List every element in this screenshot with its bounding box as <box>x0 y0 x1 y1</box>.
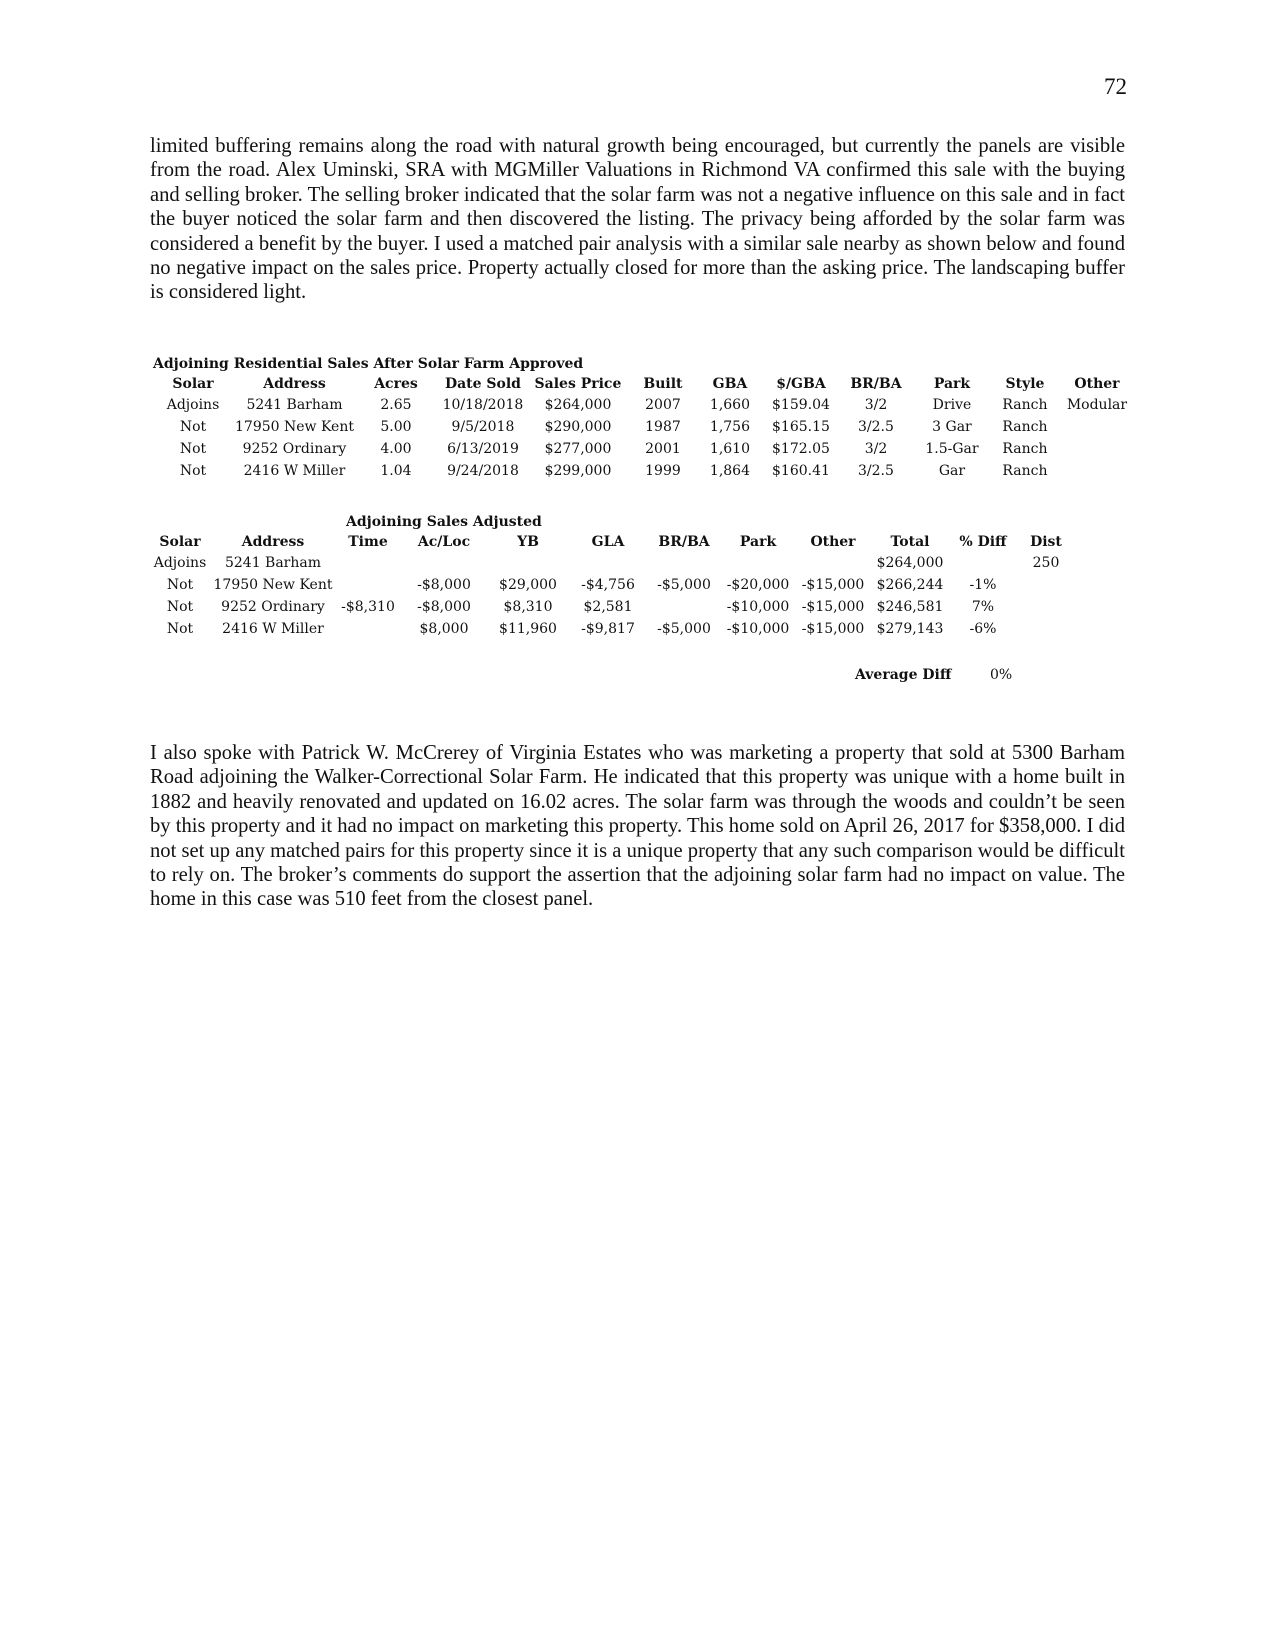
cell-percent-diff <box>948 552 1018 574</box>
cell-park: -$20,000 <box>726 577 790 593</box>
adjusted-table-block <box>148 514 1074 640</box>
header-sales-price: Sales Price <box>534 375 622 392</box>
header-br-ba: BR/BA <box>658 533 710 550</box>
cell-other: -$15,000 <box>801 599 865 615</box>
cell-gba: 1,864 <box>709 463 751 479</box>
cell-time <box>334 552 402 574</box>
cell-solar: Not <box>179 441 207 457</box>
body-paragraph-2: I also spoke with Patrick W. McCrerey of Virginia Estates who was marketing a property that sold at 5300 Barham Road adjoining the Walker-Correctional Solar Farm. He indicated that this property was unique with a home built in 1882 and heavily renovated and updated on 16.02 acres. The solar farm was through the woods and couldn’t be seen by this property and it had no impact on marketing this property. This home sold on April 26, 2017 for $358,000. I did not set up any matched pairs for this property since it is a unique property that any such comparison would be difficult to rely on. The broker’s comments do support the assertion that the adjoining solar farm had no impact on value. The home in this case was 510 feet from the closest panel. <box>150 742 1125 911</box>
cell-acres: 2.65 <box>380 397 412 413</box>
cell-park <box>722 552 794 574</box>
header-gla: GLA <box>591 533 625 550</box>
cell-address: 5241 Barham <box>224 555 322 571</box>
table-row <box>148 618 1074 640</box>
header-park: Park <box>739 533 777 550</box>
header-address: Address <box>263 375 326 392</box>
header-ac-loc: Ac/Loc <box>417 533 471 550</box>
table-row <box>151 438 1136 460</box>
cell-sales-price: $299,000 <box>544 463 612 479</box>
body-paragraph-1: limited buffering remains along the road with natural growth being encouraged, but currently the panels are visible from the road. Alex Uminski, SRA with MGMiller Valuations in Richmond VA confirmed this sale with the buying and selling broker. The selling broker indicated that the solar farm was not a negative influence on this sale and in fact the buyer noticed the solar farm and then discovered the listing. The privacy being afforded by the solar farm was considered a benefit by the buyer. I used a matched pair analysis with a similar sale nearby as shown below and found no negative impact on the sales price. Property actually closed for more than the asking price. The landscaping buffer is considered light. <box>150 135 1125 304</box>
table-row <box>151 460 1136 482</box>
cell-percent-diff: -1% <box>969 577 997 593</box>
cell-other: -$15,000 <box>801 577 865 593</box>
cell-sales-price: $264,000 <box>544 397 612 413</box>
sales-table-header-row <box>151 373 1136 394</box>
cell-solar: Adjoins <box>166 397 220 413</box>
cell-park: Gar <box>938 463 966 479</box>
header-price-per-gba: $/GBA <box>776 375 826 392</box>
cell-park: -$10,000 <box>726 621 790 637</box>
table-row <box>148 552 1074 574</box>
table-row <box>148 596 1074 618</box>
cell-dist <box>1018 618 1074 640</box>
cell-date-sold: 6/13/2019 <box>447 441 519 457</box>
cell-other <box>1058 438 1136 460</box>
cell-built: 2007 <box>645 397 681 413</box>
cell-yb <box>486 552 570 574</box>
header-dist: Dist <box>1030 533 1062 550</box>
header-built: Built <box>643 375 683 392</box>
cell-time <box>334 574 402 596</box>
cell-park: -$10,000 <box>726 599 790 615</box>
header-style: Style <box>1005 375 1045 392</box>
cell-br-ba <box>646 552 722 574</box>
cell-date-sold: 9/24/2018 <box>447 463 519 479</box>
cell-time: -$8,310 <box>341 599 395 615</box>
cell-br-ba: 3/2 <box>864 397 888 413</box>
cell-gla: -$4,756 <box>581 577 635 593</box>
cell-price-per-gba: $172.05 <box>772 441 830 457</box>
cell-percent-diff: 7% <box>971 599 995 615</box>
average-diff-value: 0% <box>990 667 1013 683</box>
cell-other <box>794 552 872 574</box>
cell-built: 1987 <box>645 419 681 435</box>
cell-ac-loc: -$8,000 <box>417 599 471 615</box>
cell-park: 1.5-Gar <box>925 441 979 457</box>
header-other: Other <box>810 533 856 550</box>
cell-other <box>1058 416 1136 438</box>
cell-address: 2416 W Miller <box>243 463 346 479</box>
cell-solar: Not <box>166 621 194 637</box>
cell-other <box>1058 460 1136 482</box>
cell-yb: $8,310 <box>503 599 553 615</box>
cell-park: 3 Gar <box>932 419 972 435</box>
cell-address: 17950 New Kent <box>213 577 333 593</box>
header-percent-diff: % Diff <box>959 533 1007 550</box>
cell-built: 1999 <box>645 463 681 479</box>
cell-ac-loc <box>402 552 486 574</box>
cell-yb: $11,960 <box>499 621 557 637</box>
cell-solar: Not <box>166 599 194 615</box>
cell-gla: -$9,817 <box>581 621 635 637</box>
cell-dist <box>1018 574 1074 596</box>
sales-table-title: Adjoining Residential Sales After Solar Farm Approved <box>153 356 584 372</box>
cell-gba: 1,756 <box>709 419 751 435</box>
adjusted-table-header-row <box>148 531 1074 552</box>
sales-table <box>151 373 1136 482</box>
table-row <box>151 416 1136 438</box>
cell-total: $266,244 <box>876 577 944 593</box>
cell-gba: 1,610 <box>709 441 751 457</box>
page-number: 72 <box>1104 74 1127 99</box>
header-time: Time <box>348 533 388 550</box>
cell-gla <box>570 552 646 574</box>
cell-br-ba: 3/2.5 <box>858 419 894 435</box>
table-row <box>151 394 1136 416</box>
header-solar: Solar <box>159 533 201 550</box>
cell-address: 17950 New Kent <box>235 419 354 435</box>
cell-address: 5241 Barham <box>246 397 343 413</box>
sales-table-block <box>151 356 1136 482</box>
cell-dist <box>1018 596 1074 618</box>
cell-dist: 250 <box>1032 555 1060 571</box>
cell-acres: 1.04 <box>380 463 412 479</box>
adjusted-table <box>148 531 1074 640</box>
header-br-ba: BR/BA <box>850 375 902 392</box>
cell-solar: Not <box>179 419 207 435</box>
table-row <box>148 574 1074 596</box>
cell-park: Drive <box>932 397 972 413</box>
header-yb: YB <box>517 533 539 550</box>
cell-other: -$15,000 <box>801 621 865 637</box>
cell-other: Modular <box>1066 397 1128 413</box>
cell-solar: Not <box>166 577 194 593</box>
header-gba: GBA <box>712 375 748 392</box>
cell-date-sold: 9/5/2018 <box>451 419 515 435</box>
header-total: Total <box>890 533 930 550</box>
header-date-sold: Date Sold <box>444 375 521 392</box>
cell-yb: $29,000 <box>499 577 557 593</box>
cell-br-ba <box>646 596 722 618</box>
cell-total: $279,143 <box>876 621 944 637</box>
cell-address: 2416 W Miller <box>222 621 324 637</box>
cell-total: $246,581 <box>876 599 944 615</box>
cell-sales-price: $277,000 <box>544 441 612 457</box>
average-diff-label: Average Diff <box>855 667 952 683</box>
header-other: Other <box>1074 375 1120 392</box>
cell-solar: Not <box>179 463 207 479</box>
header-park: Park <box>933 375 971 392</box>
cell-gba: 1,660 <box>709 397 751 413</box>
header-solar: Solar <box>172 375 214 392</box>
cell-built: 2001 <box>645 441 681 457</box>
cell-price-per-gba: $159.04 <box>772 397 830 413</box>
cell-style: Ranch <box>1002 397 1048 413</box>
cell-gla: $2,581 <box>583 599 633 615</box>
cell-address: 9252 Ordinary <box>221 599 325 615</box>
cell-br-ba: -$5,000 <box>657 577 711 593</box>
cell-date-sold: 10/18/2018 <box>442 397 524 413</box>
cell-ac-loc: $8,000 <box>419 621 469 637</box>
cell-total: $264,000 <box>876 555 944 571</box>
cell-solar: Adjoins <box>153 555 207 571</box>
cell-acres: 4.00 <box>380 441 412 457</box>
cell-price-per-gba: $160.41 <box>772 463 830 479</box>
cell-address: 9252 Ordinary <box>242 441 347 457</box>
cell-percent-diff: -6% <box>969 621 997 637</box>
header-address: Address <box>241 533 305 550</box>
cell-ac-loc: -$8,000 <box>417 577 471 593</box>
cell-br-ba: 3/2 <box>864 441 888 457</box>
adjusted-table-title: Adjoining Sales Adjusted <box>346 514 542 530</box>
cell-acres: 5.00 <box>380 419 412 435</box>
cell-br-ba: 3/2.5 <box>858 463 894 479</box>
cell-price-per-gba: $165.15 <box>772 419 830 435</box>
cell-style: Ranch <box>1002 463 1048 479</box>
cell-time <box>334 618 402 640</box>
cell-br-ba: -$5,000 <box>657 621 711 637</box>
header-acres: Acres <box>374 375 418 392</box>
cell-style: Ranch <box>1002 419 1048 435</box>
cell-sales-price: $290,000 <box>544 419 612 435</box>
cell-style: Ranch <box>1002 441 1048 457</box>
